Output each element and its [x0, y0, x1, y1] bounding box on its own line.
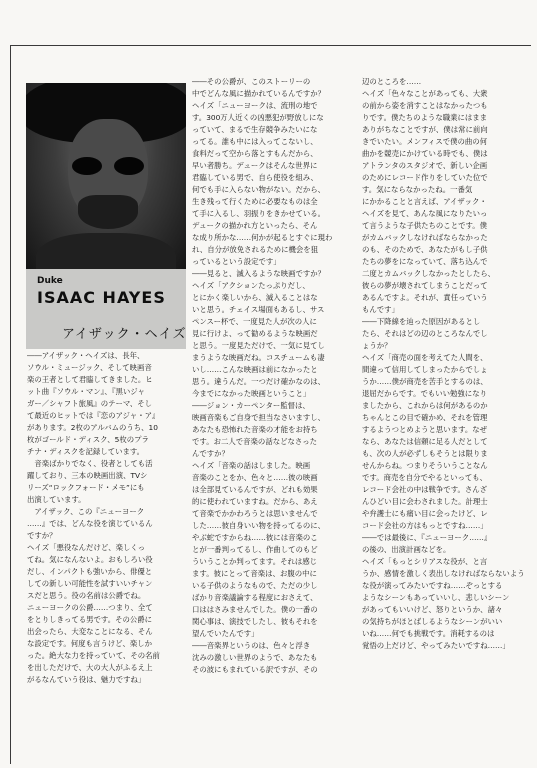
article-line: て音楽でかかわろうとは思いませんで [192, 509, 318, 518]
article-line: ヘイズ「音楽の話はしました。映画 [192, 461, 311, 470]
article-line: て手に入るし、羽振りをきかせている。 [192, 209, 326, 218]
article-line: れ、自分が放免されるために機会を狙 [192, 245, 319, 254]
actor-name: ISAAC HAYES [37, 288, 166, 307]
article-line: いと思う。チェイス場面もあるし、サス [192, 305, 325, 314]
article-line: んひどい目に会わされました。計理士 [362, 497, 488, 506]
article-line: があってもいいけど、怒りというか、諸々 [362, 605, 503, 614]
article-line: 関心事は、演技でしたし、彼もそれを [192, 617, 318, 626]
article-line: な成り所かな……何かが起るとすぐに現わ [192, 233, 333, 242]
article-line: を出しただけで、大の大人がふるえ上 [27, 663, 153, 672]
article-line: った。絶大な力を持っていて、その名前 [27, 651, 160, 660]
article-line: ヘイズ「色々なことがあっても、大衆 [362, 89, 488, 98]
article-line: 見に行けよ、って勧めるような映画だ [192, 329, 318, 338]
article-line: 沈みの激しい世界のようで、あなたも [192, 653, 318, 662]
article-line: たちの夢をになっていて、落ち込んで [362, 257, 488, 266]
article-line: ちゃんとこの目で確かめ、それを管理 [362, 413, 488, 422]
article-line: っていて、まるで生存競争みたいにな [192, 125, 318, 134]
article-line: コード会社の方はもっとですね……」 [362, 521, 488, 530]
role-label: Duke [37, 276, 63, 286]
article-line: いる子供のようなもので、ただの少し [192, 581, 318, 590]
article-line: ……』では、どんな役を演じているん [27, 519, 153, 528]
shoulders-shape [36, 233, 176, 269]
article-line: す。気にならなかったね。一番気 [362, 185, 473, 194]
article-line: ヘイズ「商売の面を考えてた人間を、 [362, 353, 488, 362]
article-line: ヘイズを見て、あんな風になりたいっ [362, 209, 488, 218]
article-line: あなたも恐怖れた音楽の才能をお持ち [192, 425, 318, 434]
article-line: 早い者勝ち。デュークはそんな世界に [192, 161, 318, 170]
article-line: やぶ蛇ですからね……彼には音楽のこ [192, 533, 318, 542]
article-line: や弁護士にも痛い目に会ったけど、レ [362, 509, 488, 518]
article-line: ――下降線を辿った原因があるとし [362, 317, 481, 326]
article-line: もんです」 [362, 305, 399, 314]
article-line: のためにレコード作りをしていた位で [362, 173, 488, 182]
article-line: ――アイザック・ヘイズは、長年、 [27, 351, 145, 360]
article-line: 生き残って行くために必要なものは全 [192, 197, 318, 206]
article-line: がるなんていう役は、魅力ですね」 [27, 675, 146, 684]
article-line: ヘイズ「ニューヨークは、流刑の地で [192, 101, 318, 110]
article-line: まうような映画だね。コスチュームも凄 [192, 353, 325, 362]
article-line: 出演しています。 [27, 495, 86, 504]
article-line: ――音楽界というのは、色々と浮き [192, 641, 311, 650]
article-line: な役が演ってみたいですね……ぞっとする [362, 581, 503, 590]
article-line: 二度とカムバックしなかったとしたら、 [362, 269, 496, 278]
article-line: ――見ると、滅入るような映画ですか？ [192, 269, 326, 278]
article-line: です。お二人で音楽の話などなさった [192, 437, 318, 446]
article-line: ペンスー杯で、一度見た人が次の人に [192, 317, 317, 326]
article-line: 音楽のことをか、色々と……彼の映画 [192, 473, 318, 482]
sunglasses-shape [72, 157, 144, 175]
article-line: ット曲『ソウル・マン』、『黒いジャ [27, 387, 145, 396]
article-column-3 [362, 76, 527, 652]
portrait-photo [26, 83, 186, 269]
article-line: ってる。誰も中には入ってこないし、 [192, 137, 318, 146]
article-line: いね……何でも挑戦です。消耗するのは [362, 629, 495, 638]
article-line: 退屈だからです。でもいい勉強になり [362, 389, 487, 398]
article-line: 音楽ばかりでなく、役者としても活 [27, 459, 153, 468]
article-line: ――では最後に、『ニューヨーク……』 [362, 533, 492, 542]
article-line: んですか？ [192, 449, 229, 458]
article-line: な設定です。何度も言うけど、楽しか [27, 639, 153, 648]
article-line: ニューヨークの公爵……つまり、全て [27, 603, 153, 612]
article-line: 辺のところを…… [362, 77, 422, 86]
article-line: うか……僕が商売を苦手とするのは、 [362, 377, 488, 386]
article-line: 食料だって空から落とすもんだから、 [192, 149, 318, 158]
article-line: 出会ったら、大変なことになる、そん [27, 627, 153, 636]
article-line: ます。彼にとって音楽は、お腹の中に [192, 569, 317, 578]
article-line: がカムバックしなければならなかった [362, 233, 488, 242]
article-line: 中でどんな風に描かれているんですか？ [192, 89, 326, 98]
article-line: ――ジョン・カーペンター監督は、 [192, 401, 310, 410]
article-line: デュークの描かれ方といったら、そん [192, 221, 318, 230]
article-line: 君臨している男で、自ら使役を組み、 [192, 173, 318, 182]
article-line: 口ははさみませんでした。僕の一番の [192, 605, 318, 614]
article-line: ましたから、これからは何があるのか [362, 401, 488, 410]
article-line: ばかり音楽議論する程度におさえて、 [192, 593, 318, 602]
article-line: とにかく楽しいから、滅入ることはな [192, 293, 318, 302]
article-line: の後の、出演計画などを。 [362, 545, 451, 554]
article-line: いし……こんな映画は前になかったと [192, 365, 318, 374]
article-line: うか、感情を激しく表出しなければならないよう [362, 569, 525, 578]
article-line: す。300万人近くの凶悪犯が野放しにな [192, 113, 324, 122]
article-line: チナ・ディスクを記録しています。 [27, 447, 145, 456]
article-line: 躍しており、三本の映画出演、TVシ [27, 471, 148, 480]
article-line: きでいたい。メンフィスで僕の曲の何 [362, 137, 488, 146]
article-line: てね。気になんないよ。おもしろい役 [27, 555, 153, 564]
article-line: ヘイズ「アクションたっぷりだし、 [192, 281, 310, 290]
article-line: とが一番判ってるし、作曲してのもど [192, 545, 318, 554]
article-line: リーズ“ロックフォード・メモ”にも [27, 483, 145, 492]
article-line: 枚がゴールド・ディスク、5枚のプラ [27, 435, 149, 444]
article-line: 曲かを競売にかけている時でも、僕は [362, 149, 488, 158]
article-line: りです。僕たちのような職業にはまま [362, 113, 488, 122]
article-line: あるんですよ。それが、責任っていう [362, 293, 488, 302]
article-line: スだと思う。役の名前は公爵でね。 [27, 591, 146, 600]
article-line: ソウル・ミュージック、そして映画音 [27, 363, 152, 372]
article-line: 何でも手に入らない物がない。だから、 [192, 185, 326, 194]
article-line: をとりしきってる男です。その公爵に [27, 615, 153, 624]
article-line: 覚悟の上だけど、やってみたいですね……」 [362, 641, 510, 650]
article-line: の前から姿を消すことはなかったつも [362, 101, 488, 110]
article-line: 映画音楽もご自身で担当なさいますし、 [192, 413, 326, 422]
article-line: があります。2枚のアルバムのうち、10 [27, 423, 158, 432]
article-line: ょうか？ [362, 341, 392, 350]
article-line: の気持ちがほとばしるようなシーンがいい [362, 617, 503, 626]
article-line: その波にもまれている訳ですが、その [192, 665, 318, 674]
article-line: です。商売を自分でやるといっても、 [362, 473, 488, 482]
article-line: アトランタのスタジオで、新しい企画 [362, 161, 488, 170]
article-line: ガー／シャフト旅風』のテーマ、そし [27, 399, 153, 408]
article-column-2 [192, 76, 357, 676]
article-line: ヘイズ「悪役なんだけど、楽しくっ [27, 543, 146, 552]
article-line: たら、それはどの辺のところなんでし [362, 329, 488, 338]
article-line: も、次の人が必ずしもそうとは限りま [362, 449, 488, 458]
article-line: っているという設定です」 [192, 257, 281, 266]
article-line: 望んでいたんです」 [192, 629, 259, 638]
article-line: にかかることと言えば、アイザック・ [362, 197, 487, 206]
article-line: 的に使われていますね。だから、あえ [192, 497, 318, 506]
article-line: ありがちなことですが、僕は常に前向 [362, 125, 488, 134]
article-line: するようつとめようと思います。なぜ [362, 425, 488, 434]
article-line: 彼らの夢が壊されてしまうことだって [362, 281, 488, 290]
article-line: と思う。一度見ただけで、一気に見てし [192, 341, 325, 350]
article-line: 思う。違うんだ。一つだけ確かなのは、 [192, 377, 326, 386]
article-line: て言うような子供たちのことです。僕 [362, 221, 488, 230]
article-line: 間違って信用してしまったからでしょ [362, 365, 488, 374]
article-line: ですか？ [27, 531, 57, 540]
article-column-1 [27, 350, 187, 686]
article-line: なら、あなたは信頼に足る人だとして [362, 437, 488, 446]
article-line: ヘイズ「もっとシリアスな役が、と言 [362, 557, 488, 566]
article-line: レコード会社の中は戦争です。さんざ [362, 485, 488, 494]
article-line: は全部見ているんですが、どれも効果 [192, 485, 318, 494]
article-line: せんからね。つまりそういうことなん [362, 461, 488, 470]
actor-name-katakana: アイザック・ヘイズ [62, 327, 187, 342]
beard-shape [78, 195, 138, 229]
article-line: ようなシーンもあっていいし、悲しいシーン [362, 593, 510, 602]
article-line: のも、そのためで、あなたがもし子供 [362, 245, 488, 254]
article-line: ういうことか判ってます。それは感じ [192, 557, 318, 566]
article-line: アイザック、この『ニューヨーク [27, 507, 145, 516]
article-line: て最近のヒットでは『恋のアジャ・ア』 [27, 411, 160, 420]
article-line: 楽の王者として君臨してきました。ヒ [27, 375, 153, 384]
article-line: 今までになかった映画ということ」 [192, 389, 311, 398]
article-line: ――その公爵が、このストーリーの [192, 77, 311, 86]
article-line: しての新しい可能性を試すいいチャン [27, 579, 153, 588]
article-line: した……彼自身いい物を持ってるのに、 [192, 521, 326, 530]
article-line: だし、インパクトも強いから、俳優と [27, 567, 153, 576]
